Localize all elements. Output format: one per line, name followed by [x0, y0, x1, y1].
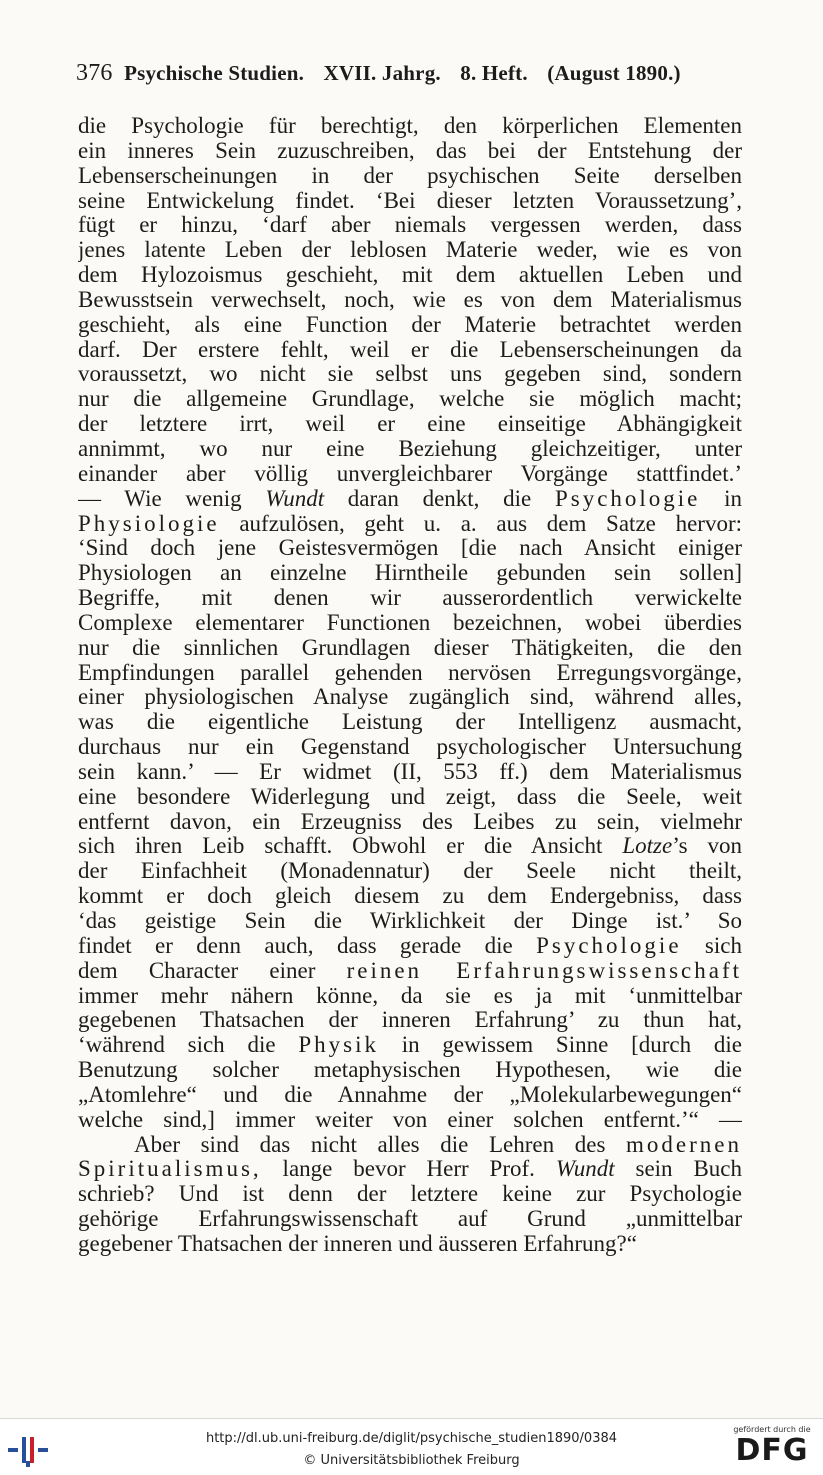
italic-name: Wundt [555, 1157, 615, 1182]
spaced-emphasis: Physiologie [78, 511, 220, 536]
text-run: Empfindungen parallel gehenden nervösen Erregungsvorgänge, [78, 660, 742, 685]
text-run: aufzulösen, geht u. a. aus dem Satze hervor: [219, 511, 742, 536]
text-line [78, 561, 742, 586]
spaced-emphasis: modernen [626, 1132, 742, 1157]
text-line [78, 213, 742, 238]
permalink-url[interactable]: http://dl.ub.uni-freiburg.de/diglit/psychische_studien1890/0384 [205, 1431, 618, 1446]
text-run: welche sind,] immer weiter von einer solchen entfernt.’“ — [78, 1107, 742, 1132]
text-run: sich ihren Leib schafft. Obwohl er die Ansicht [78, 834, 623, 859]
text-line [78, 959, 742, 984]
text-run: seine Entwickelung findet. ‘Bei dieser letzten Voraussetzung’, [78, 188, 742, 213]
text-line [78, 1008, 742, 1033]
text-line [78, 834, 742, 859]
text-line [78, 785, 742, 810]
text-line [78, 189, 742, 214]
text-run: ‘während sich die [78, 1033, 299, 1058]
text-run: die Psychologie für berechtigt, den körperlichen Elementen [78, 114, 742, 138]
text-line [78, 238, 742, 263]
copyright-notice: © Universitätsbibliothek Freiburg [303, 1453, 520, 1468]
issue-date: (August 1890.) [547, 61, 681, 85]
dfg-logo-block [728, 1425, 816, 1471]
italic-name: Wundt [265, 486, 325, 511]
text-run: was die eigentliche Leistung der Intelligenz ausmacht, [78, 710, 742, 735]
text-line [78, 1033, 742, 1058]
text-line [78, 114, 742, 139]
text-run: Bewusstsein verwechselt, noch, wie es von dem Materialismus [78, 287, 742, 312]
text-line [78, 760, 742, 785]
text-line [78, 362, 742, 387]
text-line [78, 536, 742, 561]
text-run: sich [681, 933, 742, 958]
text-line [78, 884, 742, 909]
text-line [78, 164, 742, 189]
text-line [78, 288, 742, 313]
text-run: durchaus nur ein Gegenstand psychologischer Untersuchung [78, 735, 742, 760]
text-line [78, 636, 742, 661]
text-run: immer mehr nähern könne, da sie es ja mit ‘unmittelbar [78, 983, 742, 1008]
text-run: einer physiologischen Analyse zugänglich sind, während alles, [78, 685, 742, 710]
body-text [78, 114, 742, 1257]
text-line [78, 1108, 742, 1133]
text-run: Complexe elementarer Functionen bezeichnen, wobei überdies [78, 610, 742, 635]
text-line [78, 313, 742, 338]
text-run: „Atomlehre“ und die Annahme der „Molekularbewegungen“ [78, 1082, 742, 1107]
spaced-emphasis: reinen Erfahrungswissenschaft [346, 958, 742, 983]
text-run: einander aber völlig unvergleichbarer Vorgänge stattfindet.’ [78, 461, 742, 486]
text-line [78, 1083, 742, 1108]
text-run: annimmt, wo nur eine Beziehung gleichzeitiger, unter [78, 436, 742, 461]
text-run: dem Hylozoismus geschieht, mit dem aktuellen Leben und [78, 263, 742, 288]
text-run: ‘Sind doch jene Geistesvermögen [die nach Ansicht einiger [78, 536, 742, 561]
text-run: eine besondere Widerlegung und zeigt, dass die Seele, weit [78, 784, 742, 809]
text-run: der Einfachheit (Monadennatur) der Seele nicht theilt, [78, 859, 742, 884]
text-line [78, 984, 742, 1009]
text-run: Begriffe, mit denen wir ausserordentlich verwickelte [78, 586, 742, 611]
spaced-emphasis: Psychologie [536, 933, 682, 958]
text-run: gegebenen Thatsachen der inneren Erfahrung’ zu thun hat, [78, 1008, 742, 1033]
text-run: in [700, 486, 742, 511]
text-run: sein kann.’ — Er widmet (II, 553 ff.) dem Materialismus [78, 759, 742, 784]
text-line [78, 263, 742, 288]
text-run: ‘das geistige Sein die Wirklichkeit der Dinge ist.’ So [78, 909, 742, 933]
text-run: der letztere irrt, weil er eine einseitige Abhängigkeit [78, 412, 742, 437]
text-line [78, 412, 742, 437]
text-line [78, 437, 742, 462]
text-run: nur die sinnlichen Grundlagen dieser Thätigkeiten, die den [78, 635, 742, 660]
journal-title: Psychische Studien. [124, 61, 305, 85]
text-line [78, 859, 742, 884]
italic-name: Lotze [622, 834, 673, 859]
text-line [78, 909, 742, 934]
dfg-tagline: gefördert durch die [733, 1425, 811, 1434]
text-line [78, 462, 742, 487]
text-run: Benutzung solcher metaphysischen Hypothesen, wie die [78, 1058, 742, 1083]
dfg-logo-icon: DFG [735, 1433, 809, 1468]
spaced-emphasis: Spiritualismus, [78, 1157, 262, 1182]
text-line [78, 1207, 742, 1232]
text-run: dem Character einer [78, 958, 347, 983]
footer-bar [0, 1418, 823, 1475]
text-line [78, 338, 742, 363]
text-line [78, 1157, 742, 1182]
text-run: lange bevor Herr Prof. [261, 1157, 556, 1182]
text-run: gegebener Thatsachen der inneren und äusseren Erfahrung?“ [78, 1231, 637, 1256]
text-line [78, 139, 742, 164]
text-line [78, 1232, 742, 1257]
volume: XVII. Jahrg. [323, 61, 441, 85]
text-run: — Wie wenig [78, 486, 266, 511]
text-line [78, 512, 742, 537]
text-line [78, 1058, 742, 1083]
text-run: Lebenserscheinungen in der psychischen Seite derselben [78, 163, 742, 188]
text-run: sein Buch [614, 1157, 742, 1182]
text-run: nur die allgemeine Grundlage, welche sie möglich macht; [78, 387, 742, 412]
text-run: geschieht, als eine Function der Materie betrachtet werden [78, 312, 742, 337]
text-line [78, 934, 742, 959]
text-run: ’s von [672, 834, 742, 859]
text-line [78, 661, 742, 686]
text-run: gehörige Erfahrungswissenschaft auf Grund „unmittelbar [78, 1207, 742, 1232]
text-line [78, 1133, 742, 1158]
text-run: in gewissem Sinne [durch die [378, 1033, 742, 1058]
text-run: kommt er doch gleich diesem zu dem Endergebniss, dass [78, 884, 742, 909]
text-run: schrieb? Und ist denn der letztere keine zur Psychologie [78, 1182, 742, 1207]
issue: 8. Heft. [460, 61, 528, 85]
text-run: daran denkt, die [324, 486, 555, 511]
text-run: darf. Der erstere fehlt, weil er die Lebenserscheinungen da [78, 337, 742, 362]
text-run: findet er denn auch, dass gerade die [78, 933, 537, 958]
text-run: entfernt davon, ein Erzeugniss des Leibes zu sein, vielmehr [78, 809, 742, 834]
spaced-emphasis: Psychologie [554, 486, 701, 511]
text-line [78, 586, 742, 611]
text-run: jenes latente Leben der leblosen Materie weder, wie es von [78, 238, 742, 263]
text-line [78, 487, 742, 512]
text-line [78, 611, 742, 636]
page-number: 376 [76, 60, 113, 86]
text-run: ein inneres Sein zuzuschreiben, das bei der Entstehung der [78, 138, 742, 163]
text-line [78, 810, 742, 835]
text-line [78, 387, 742, 412]
text-run: voraussetzt, wo nicht sie selbst uns gegeben sind, sondern [78, 362, 742, 387]
text-run: Aber sind das nicht alles die Lehren des [134, 1132, 627, 1157]
text-line [78, 685, 742, 710]
text-line [78, 710, 742, 735]
spaced-emphasis: Physik [298, 1033, 379, 1058]
text-run: fügt er hinzu, ‘darf aber niemals vergessen werden, dass [78, 213, 742, 238]
text-run: Physiologen an einzelne Hirntheile gebunden sein sollen] [78, 561, 742, 586]
text-line [78, 1182, 742, 1207]
running-header [76, 60, 736, 90]
text-line [78, 735, 742, 760]
